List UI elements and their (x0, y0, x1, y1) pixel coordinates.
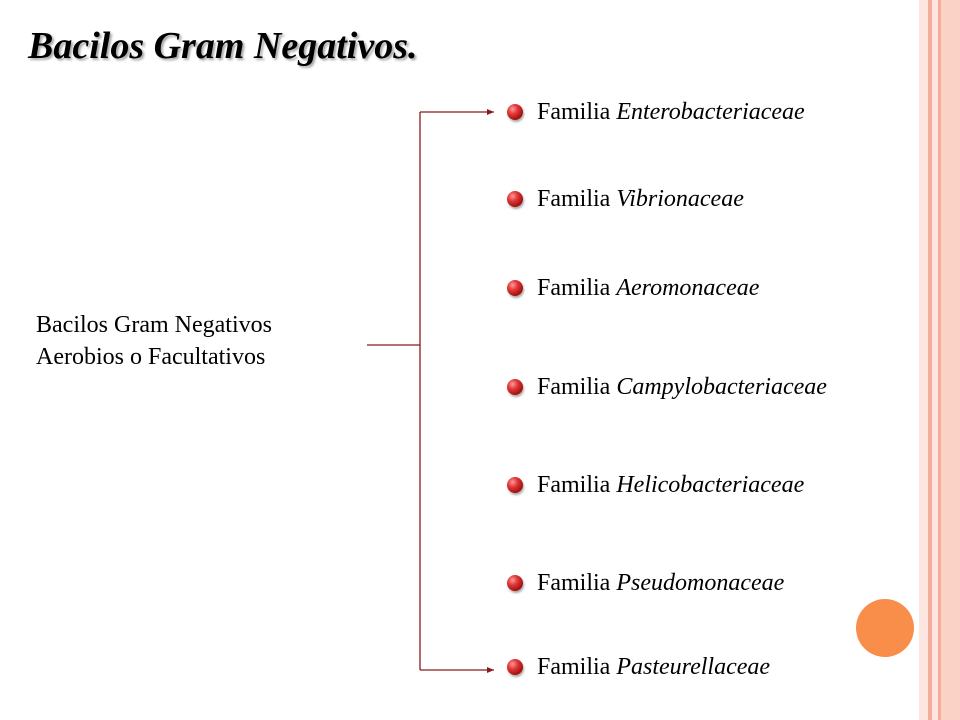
family-prefix: Familia (537, 274, 611, 301)
bullet-icon (507, 379, 523, 395)
family-item-vibrionaceae (507, 184, 744, 214)
source-label-line-1: Bacilos Gram Negativos (36, 312, 272, 338)
family-name: Enterobacteriaceae (616, 98, 805, 125)
decorative-orange-circle (856, 599, 914, 657)
family-name: Vibrionaceae (616, 185, 744, 212)
family-name: Pseudomonaceae (616, 569, 785, 596)
family-prefix: Familia (537, 98, 611, 125)
family-item-pseudomonaceae (507, 568, 784, 598)
bullet-icon (507, 104, 523, 120)
family-name: Pasteurellaceae (616, 653, 771, 680)
source-label-line-2: Aerobios o Facultativos (36, 344, 266, 370)
family-prefix: Familia (537, 569, 611, 596)
family-item-pasteurellaceae (507, 652, 770, 682)
family-prefix: Familia (537, 471, 611, 498)
bullet-icon (507, 191, 523, 207)
slide-title: Bacilos Gram Negativos. (28, 25, 418, 67)
family-name: Aeromonaceae (616, 274, 760, 301)
family-item-helicobacteriaceae (507, 470, 804, 500)
family-item-campylobacteriaceae (507, 372, 827, 402)
bullet-icon (507, 477, 523, 493)
family-item-enterobacteriaceae (507, 97, 805, 127)
family-name: Campylobacteriaceae (616, 373, 827, 400)
bullet-icon (507, 659, 523, 675)
bullet-icon (507, 280, 523, 296)
family-prefix: Familia (537, 185, 611, 212)
family-item-aeromonaceae (507, 273, 759, 303)
family-name: Helicobacteriaceae (616, 471, 805, 498)
family-prefix: Familia (537, 373, 611, 400)
bullet-icon (507, 575, 523, 591)
family-prefix: Familia (537, 653, 611, 680)
